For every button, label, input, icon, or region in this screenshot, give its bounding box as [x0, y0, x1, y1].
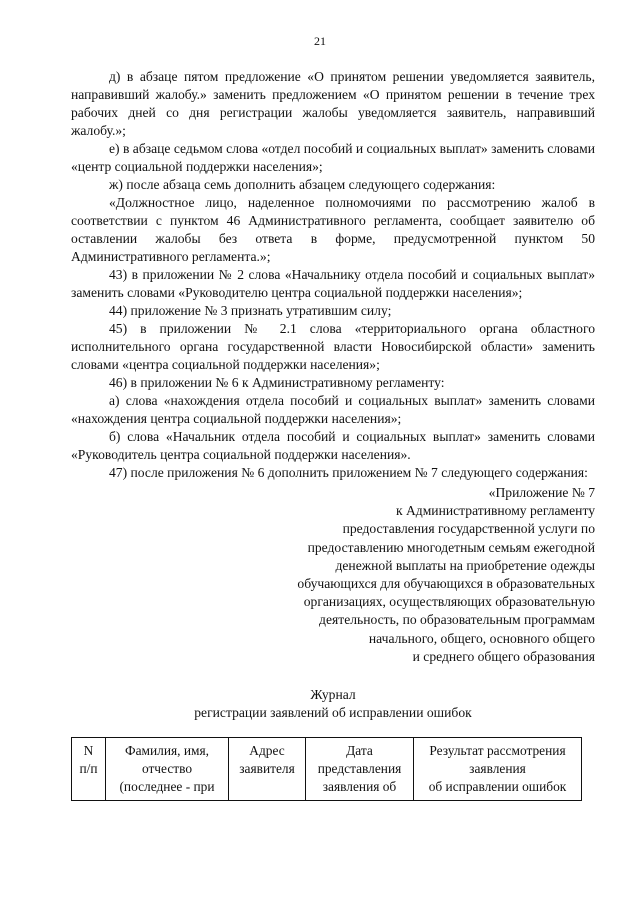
- annex-line: организациях, осуществляющих образовательную: [303, 594, 595, 610]
- annex-line: предоставлению многодетным семьям ежегодной: [307, 539, 595, 555]
- paragraph-e: е) в абзаце седьмом слова «отдел пособий и социальных выплат» заменить словами «центр социальной поддержки населения»;: [71, 141, 595, 174]
- header-address: [229, 738, 306, 801]
- journal-heading: [71, 686, 595, 722]
- header-line: п/п: [79, 761, 98, 776]
- header-line: заявления: [469, 761, 526, 776]
- header-line: об исправлении ошибок: [428, 779, 567, 794]
- document-body: [71, 68, 595, 722]
- annex-line: денежной выплаты на приобретение одежды: [335, 557, 595, 573]
- paragraph-46-a: а) слова «нахождения отдела пособий и социальных выплат» заменить словами «нахождения центра социальной поддержки населения»;: [71, 393, 595, 426]
- table-header-row: [72, 738, 582, 801]
- header-line: представления: [317, 761, 402, 776]
- annex-line: начального, общего, основного общего: [368, 630, 595, 646]
- header-line: (последнее - при: [119, 779, 215, 794]
- header-line: заявителя: [239, 761, 295, 776]
- header-number: [72, 738, 106, 801]
- header-line: N: [83, 743, 94, 758]
- annex-line: предоставления государственной услуги по: [342, 521, 595, 537]
- journal-subtitle: регистрации заявлений об исправлении ошибок: [194, 705, 472, 721]
- header-date: [306, 738, 414, 801]
- annex-line: и среднего общего образования: [412, 648, 595, 664]
- journal-title: Журнал: [310, 687, 356, 703]
- paragraph-d: д) в абзаце пятом предложение «О принятом решении уведомляется заявитель, направивший жалобу.» заменить предложением «О принятом решении в течение трех рабочих дней со дня регистрации жалобы уведомляется заявитель, направивший жалобу.»;: [71, 69, 595, 138]
- header-line: Адрес: [249, 743, 285, 758]
- annex-line: деятельность, по образовательным программам: [319, 612, 595, 628]
- paragraph-zh: ж) после абзаца семь дополнить абзацем следующего содержания:: [109, 177, 496, 192]
- header-line: Результат рассмотрения: [429, 743, 566, 758]
- paragraph-46-b: б) слова «Начальник отдела пособий и социальных выплат» заменить словами «Руководитель центра социальной поддержки населения».: [71, 429, 595, 462]
- paragraph-44: 44) приложение № 3 признать утратившим силу;: [109, 303, 392, 318]
- paragraph-45: 45) в приложении № 2.1 слова «территориального органа областного исполнительного органа государственной власти Новосибирской области» заменить словами «центра социальной поддержки населения»;: [71, 321, 595, 372]
- header-line: отчество: [141, 761, 193, 776]
- paragraph-46: 46) в приложении № 6 к Административному регламенту:: [109, 375, 445, 390]
- annex-line: к Административному регламенту: [395, 503, 595, 519]
- journal-table: [71, 737, 582, 801]
- header-full-name: [106, 738, 229, 801]
- annex-heading: [71, 484, 595, 666]
- paragraph-43: 43) в приложении № 2 слова «Начальнику отдела пособий и социальных выплат» заменить словами «Руководителю центра социальной поддержки населения»;: [71, 267, 595, 300]
- annex-line: обучающихся для обучающихся в образовательных: [297, 576, 595, 592]
- header-result: [414, 738, 582, 801]
- header-line: заявления об: [322, 779, 397, 794]
- header-line: Фамилия, имя,: [124, 743, 209, 758]
- annex-line: «Приложение № 7: [488, 485, 595, 500]
- page-number: 21: [314, 34, 326, 48]
- paragraph-quote-official: «Должностное лицо, наделенное полномочиями по рассмотрению жалоб в соответствии с пунктом 46 Административного регламента, сообщает заявителю об оставлении жалобы без ответа в форме, предусмотренной пунктом 50 Административного регламента.»;: [71, 195, 595, 264]
- header-line: Дата: [346, 743, 373, 758]
- paragraph-47: 47) после приложения № 6 дополнить приложением № 7 следующего содержания:: [109, 465, 588, 480]
